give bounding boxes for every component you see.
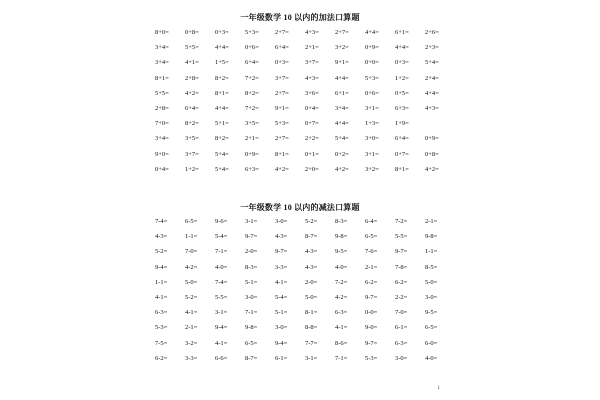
problem-cell: 5+4= — [215, 165, 229, 173]
problem-cell: 8-3= — [335, 218, 348, 225]
problem-cell: 2+2= — [305, 135, 319, 143]
problem-cell: 7+0= — [155, 120, 169, 128]
problem-cell: 2-1= — [425, 218, 438, 225]
problem-cell: 3-0= — [275, 218, 288, 225]
problem-cell: 9-7= — [365, 293, 378, 301]
problem-cell: 7-6= — [365, 248, 378, 256]
problem-cell: 7-7= — [305, 339, 318, 347]
problem-cell: 6+3= — [245, 165, 259, 173]
problem-cell: 1+2= — [185, 165, 199, 173]
problem-cell: 9-8= — [245, 324, 258, 332]
addition-title: 一年级数学 10 以内的加法口算题 — [240, 13, 360, 22]
problem-cell: 5-2= — [305, 218, 318, 225]
problem-cell: 3+7= — [185, 150, 199, 158]
problem-cell: 4-1= — [215, 339, 228, 347]
problem-cell: 9-8= — [425, 233, 438, 241]
problem-cell: 4+3= — [425, 104, 439, 112]
problem-cell: 2+7= — [275, 29, 289, 36]
addition-grid — [152, 25, 452, 177]
problem-cell: 4-3= — [305, 248, 318, 256]
problem-cell: 3+0= — [365, 135, 379, 143]
problem-cell: 8+2= — [185, 120, 199, 128]
problem-cell: 5-5= — [395, 233, 408, 241]
problem-cell: 9-5= — [425, 309, 438, 317]
problem-cell: 6-3= — [395, 339, 408, 347]
problem-cell: 0+9= — [245, 150, 259, 158]
problem-cell: 1-1= — [185, 233, 198, 241]
problem-cell — [422, 116, 452, 131]
problem-cell: 2+7= — [275, 89, 289, 97]
problem-cell: 5-4= — [215, 233, 228, 241]
problem-cell: 6-2= — [395, 278, 408, 286]
problem-cell: 6-2= — [155, 354, 168, 362]
problem-cell: 4+2= — [275, 165, 289, 173]
problem-cell: 9-7= — [365, 339, 378, 347]
problem-cell: 4+1= — [185, 59, 199, 67]
problem-cell: 5-2= — [155, 248, 168, 256]
problem-cell: 6-2= — [365, 278, 378, 286]
problem-cell: 2+4= — [425, 74, 439, 82]
problem-cell: 3-1= — [305, 354, 318, 362]
problem-cell: 3-0= — [245, 293, 258, 301]
problem-cell: 3+5= — [245, 120, 259, 128]
problem-cell: 9-7= — [245, 233, 258, 241]
problem-cell: 7-1= — [215, 248, 228, 256]
problem-cell: 2-1= — [185, 324, 198, 332]
problem-cell: 5+4= — [335, 135, 349, 143]
problem-cell: 3-1= — [215, 309, 228, 317]
problem-cell: 4-2= — [335, 293, 348, 301]
problem-cell: 9+1= — [275, 104, 289, 112]
problem-cell: 3+1= — [365, 150, 379, 158]
problem-cell: 2-1= — [365, 263, 378, 271]
problem-cell: 0+3= — [215, 29, 229, 36]
problem-cell: 7-2= — [395, 218, 408, 225]
problem-cell: 6+3= — [395, 104, 409, 112]
problem-cell: 3-3= — [185, 354, 198, 362]
problem-cell: 2-0= — [305, 278, 318, 286]
problem-cell: 5-3= — [365, 354, 378, 362]
problem-cell: 6-4= — [365, 218, 378, 225]
problem-cell: 4-0= — [215, 263, 228, 271]
problem-cell: 0+9= — [425, 135, 439, 143]
problem-cell: 8-8= — [305, 324, 318, 332]
problem-cell: 6+1= — [395, 29, 409, 36]
problem-cell: 5-0= — [425, 278, 438, 286]
problem-cell: 3-1= — [245, 218, 258, 225]
problem-cell: 3-0= — [275, 324, 288, 332]
problem-cell: 9-7= — [395, 248, 408, 256]
problem-cell: 5-4= — [275, 293, 288, 301]
problem-cell: 1+2= — [395, 74, 409, 82]
problem-cell: 4-1= — [335, 324, 348, 332]
problem-cell: 2+7= — [275, 135, 289, 143]
problem-cell: 6+1= — [335, 89, 349, 97]
problem-cell: 0+3= — [275, 59, 289, 67]
problem-cell: 6-3= — [335, 309, 348, 317]
problem-cell: 2+8= — [155, 104, 169, 112]
problem-cell: 4+4= — [425, 89, 439, 97]
problem-cell: 5-5= — [215, 293, 228, 301]
problem-cell: 5+4= — [215, 150, 229, 158]
problem-cell: 6-1= — [275, 354, 288, 362]
problem-cell: 3-0= — [425, 293, 438, 301]
problem-cell: 6-0= — [425, 339, 438, 347]
problem-cell: 5+3= — [245, 29, 259, 36]
problem-cell: 8+2= — [215, 135, 229, 143]
problem-cell: 6-5= — [425, 324, 438, 332]
problem-cell: 6+4= — [395, 135, 409, 143]
problem-cell: 6-5= — [365, 233, 378, 241]
problem-cell: 6-1= — [395, 324, 408, 332]
problem-cell: 0+8= — [185, 29, 199, 36]
problem-cell: 2-2= — [395, 293, 408, 301]
problem-cell: 0+6= — [365, 89, 379, 97]
problem-cell: 7-8= — [395, 263, 408, 271]
problem-cell: 8-5= — [425, 263, 438, 271]
problem-cell: 5+5= — [155, 89, 169, 97]
page-number: 1 — [437, 386, 440, 391]
problem-cell: 5-3= — [155, 324, 168, 332]
problem-cell: 0+7= — [395, 150, 409, 158]
problem-cell: 4+3= — [305, 29, 319, 36]
problem-cell: 0+8= — [425, 150, 439, 158]
problem-cell: 5-0= — [185, 278, 198, 286]
problem-cell: 8-6= — [335, 339, 348, 347]
problem-cell: 9-0= — [365, 324, 378, 332]
problem-cell: 3+4= — [155, 135, 169, 143]
problem-cell: 1-1= — [155, 278, 168, 286]
problem-cell: 3+4= — [155, 59, 169, 67]
problem-cell: 3+1= — [365, 104, 379, 112]
problem-cell: 4-0= — [335, 263, 348, 271]
problem-cell: 7+2= — [245, 74, 259, 82]
problem-cell: 9-7= — [275, 248, 288, 256]
problem-cell: 4+3= — [305, 74, 319, 82]
problem-cell: 4-3= — [275, 233, 288, 241]
problem-cell: 6-5= — [185, 218, 198, 225]
problem-cell: 3+2= — [335, 44, 349, 52]
problem-cell: 4-1= — [155, 293, 168, 301]
problem-cell: 9-6= — [215, 218, 228, 225]
problem-cell: 3+4= — [335, 104, 349, 112]
problem-cell: 5+3= — [275, 120, 289, 128]
problem-cell: 7-4= — [215, 278, 228, 286]
problem-cell: 9-4= — [215, 324, 228, 332]
problem-cell: 6-3= — [155, 309, 168, 317]
problem-cell: 4-3= — [155, 233, 168, 241]
problem-cell: 8+1= — [275, 150, 289, 158]
problem-cell: 5+1= — [215, 120, 229, 128]
problem-cell: 7-0= — [395, 309, 408, 317]
problem-cell: 9+1= — [335, 59, 349, 67]
problem-cell: 6+4= — [185, 104, 199, 112]
problem-cell: 9-8= — [335, 233, 348, 241]
problem-cell: 2+1= — [305, 44, 319, 52]
problem-cell: 6+4= — [245, 59, 259, 67]
problem-cell: 4+4= — [215, 104, 229, 112]
problem-cell: 7-5= — [155, 339, 168, 347]
problem-cell: 2+6= — [425, 29, 439, 36]
problem-cell: 9-4= — [275, 339, 288, 347]
problem-cell: 2-0= — [245, 248, 258, 256]
problem-cell: 1+3= — [365, 120, 379, 128]
problem-cell: 4+2= — [425, 165, 439, 173]
problem-cell: 1+9= — [395, 120, 409, 128]
problem-cell: 8+2= — [245, 89, 259, 97]
problem-cell: 1+5= — [215, 59, 229, 67]
problem-cell: 3+7= — [305, 59, 319, 67]
problem-cell: 4+2= — [185, 89, 199, 97]
problem-cell: 5+5= — [185, 44, 199, 52]
problem-cell: 3+5= — [185, 135, 199, 143]
problem-cell: 0+7= — [305, 120, 319, 128]
problem-cell: 9+0= — [155, 150, 169, 158]
problem-cell: 8-3= — [245, 263, 258, 271]
subtraction-grid — [152, 214, 452, 366]
problem-cell: 9-4= — [155, 263, 168, 271]
problem-cell: 0+2= — [335, 150, 349, 158]
problem-cell: 5+3= — [365, 74, 379, 82]
problem-cell: 5-2= — [185, 293, 198, 301]
problem-cell: 2+8= — [185, 74, 199, 82]
problem-cell: 6-5= — [245, 339, 258, 347]
problem-cell: 5-0= — [305, 293, 318, 301]
problem-cell: 2+7= — [335, 29, 349, 36]
problem-cell: 4-1= — [275, 278, 288, 286]
problem-cell: 3-2= — [185, 339, 198, 347]
problem-cell: 5+4= — [425, 59, 439, 67]
problem-cell: 4+4= — [215, 44, 229, 52]
problem-cell: 0+4= — [155, 165, 169, 173]
problem-cell: 5-1= — [245, 278, 258, 286]
problem-cell: 0+6= — [245, 44, 259, 52]
problem-cell: 7-4= — [155, 218, 168, 225]
problem-cell: 8+1= — [155, 74, 169, 82]
problem-cell: 0+4= — [305, 104, 319, 112]
problem-cell: 0-0= — [365, 309, 378, 317]
problem-cell: 1-1= — [425, 248, 438, 256]
problem-cell: 0+9= — [365, 44, 379, 52]
problem-cell: 4-2= — [185, 263, 198, 271]
problem-cell: 4-1= — [185, 309, 198, 317]
problem-cell: 3+7= — [275, 74, 289, 82]
problem-cell: 5-1= — [275, 309, 288, 317]
problem-cell: 2+3= — [425, 44, 439, 52]
problem-cell: 4-0= — [425, 354, 438, 362]
problem-cell: 0+3= — [395, 59, 409, 67]
problem-cell: 4+4= — [365, 29, 379, 36]
problem-cell: 8-7= — [305, 233, 318, 241]
problem-cell: 3-3= — [275, 263, 288, 271]
problem-cell: 4+4= — [335, 74, 349, 82]
problem-cell: 7-1= — [245, 309, 258, 317]
subtraction-title: 一年级数学 10 以内的减法口算题 — [240, 203, 360, 212]
problem-cell: 8-7= — [245, 354, 258, 362]
problem-cell: 4+2= — [335, 165, 349, 173]
problem-cell: 8+1= — [215, 89, 229, 97]
problem-cell: 8+1= — [395, 165, 409, 173]
problem-cell: 4-3= — [305, 263, 318, 271]
problem-cell: 7+2= — [245, 104, 259, 112]
problem-cell: 7-1= — [335, 354, 348, 362]
problem-cell: 3+2= — [365, 165, 379, 173]
problem-cell: 3+4= — [155, 44, 169, 52]
problem-cell: 8+0= — [155, 29, 169, 36]
problem-cell: 2+0= — [305, 165, 319, 173]
problem-cell: 0+1= — [305, 150, 319, 158]
problem-cell: 0+0= — [365, 59, 379, 67]
problem-cell: 9-5= — [335, 248, 348, 256]
problem-cell: 8+2= — [215, 74, 229, 82]
problem-cell: 3+6= — [305, 89, 319, 97]
problem-cell: 0+5= — [395, 89, 409, 97]
problem-cell: 4+4= — [335, 120, 349, 128]
problem-cell: 2+1= — [245, 135, 259, 143]
problem-cell: 6-6= — [215, 354, 228, 362]
problem-cell: 3-0= — [395, 354, 408, 362]
problem-cell: 7-2= — [335, 278, 348, 286]
problem-cell: 8-1= — [305, 309, 318, 317]
problem-cell: 6+4= — [275, 44, 289, 52]
problem-cell: 4+4= — [395, 44, 409, 52]
problem-cell: 7-0= — [185, 248, 198, 256]
